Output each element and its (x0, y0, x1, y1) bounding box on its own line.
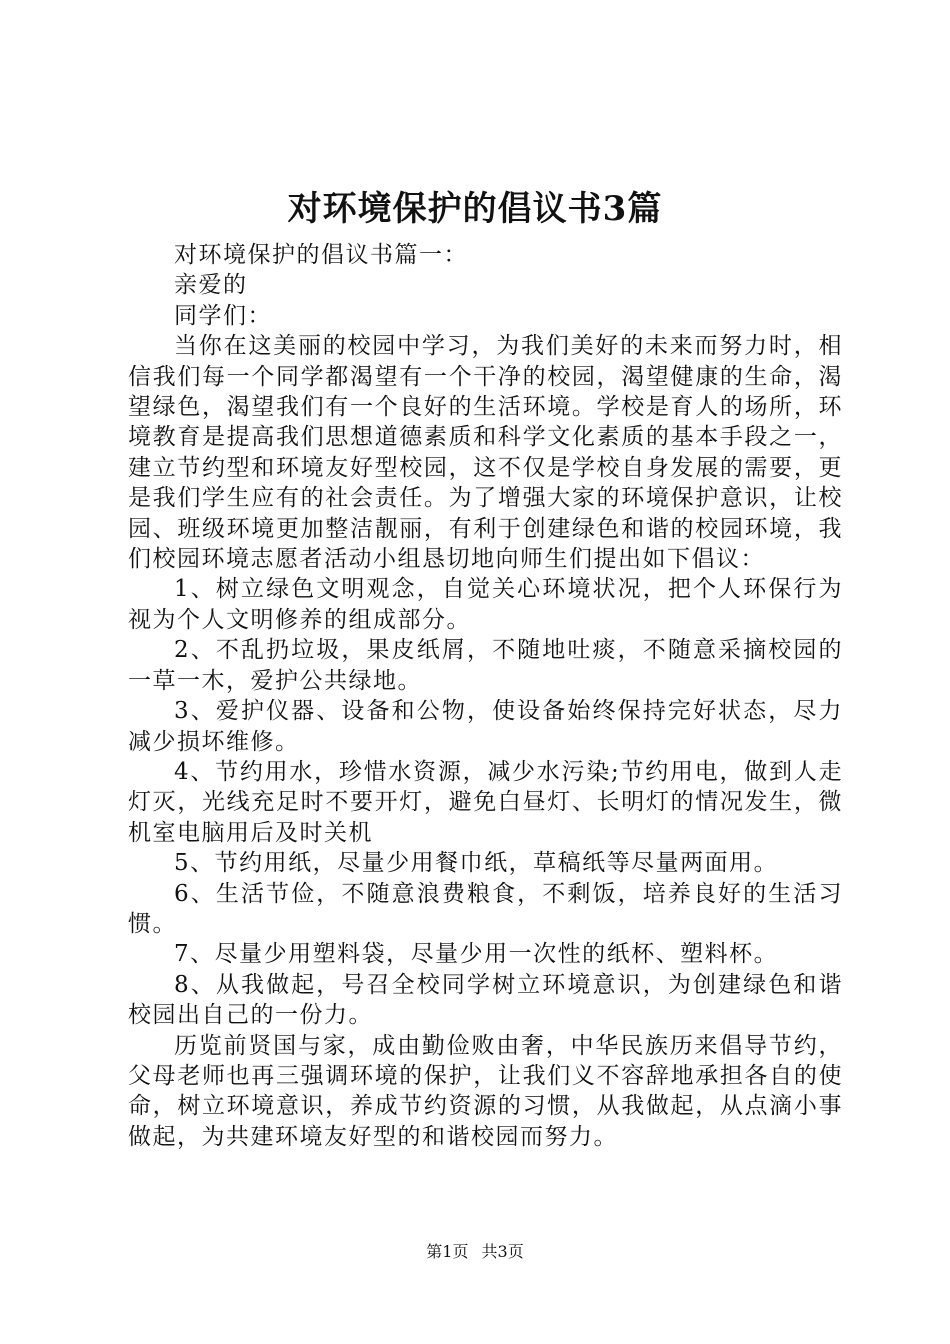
paragraph-salutation-heading: 对环境保护的倡议书篇一： (174, 242, 468, 268)
proposal-item-6: 6、生活节俭，不随意浪费粮食，不剩饭，培养良好的生活习惯。 (128, 880, 843, 937)
proposal-item-2: 2、不乱扔垃圾，果皮纸屑，不随地吐痰，不随意采摘校园的一草一木，爱护公共绿地。 (128, 637, 843, 694)
paragraph-salutation-students: 同学们： (174, 302, 272, 329)
proposal-item-3: 3、爱护仪器、设备和公物，使设备始终保持完好状态，尽力减少损坏维修。 (128, 698, 843, 755)
paragraph-intro: 当你在这美丽的校园中学习，为我们美好的未来而努力时，相信我们每一个同学都渴望有一个干净的校园，渴望健康的生命，渴望绿色，渴望我们有一个良好的生活环境。学校是育人的场所，环境教育是提高我们思想道德素质和科学文化素质的基本手段之一，建立节约型和环境友好型校园，这不仅是学校自身发展的需要，更是我们学生应有的社会责任。为了增强大家的环境保护意识，让校园、班级环境更加整洁靓丽，有利于创建绿色和谐的校园环境，我们校园环境志愿者活动小组恳切地向师生们提出如下倡议： (128, 333, 843, 573)
proposal-item-4: 4、节约用水，珍惜水资源，减少水污染;节约用电，做到人走灯灭，光线充足时不要开灯，避免白昼灯、长明灯的情况发生，微机室电脑用后及时关机 (128, 758, 843, 846)
document-title: 对环境保护的倡议书3篇 (287, 189, 663, 229)
proposal-item-8: 8、从我做起，号召全校同学树立环境意识，为创建绿色和谐校园出自己的一份力。 (128, 971, 843, 1029)
document-body (128, 240, 843, 1152)
paragraph-salutation-dear: 亲爱的 (174, 272, 248, 299)
proposal-item-1: 1、树立绿色文明观念，自觉关心环境状况，把个人环保行为视为个人文明修养的组成部分。 (128, 576, 843, 633)
proposal-item-5: 5、节约用纸，尽量少用餐巾纸，草稿纸等尽量两面用。 (174, 850, 779, 877)
proposal-item-7: 7、尽量少用塑料袋，尽量少用一次性的纸杯、塑料杯。 (174, 941, 779, 968)
page-footer (0, 1240, 950, 1264)
page-total: 共3页 (481, 1242, 524, 1261)
page-number: 第1页 (426, 1242, 469, 1261)
paragraph-conclusion: 历览前贤国与家，成由勤俭败由奢，中华民族历来倡导节约，父母老师也再三强调环境的保护，让我们义不容辞地承担各自的使命，树立环境意识，养成节约资源的习惯，从我做起，从点滴小事做起，为共建环境友好型的和谐校园而努力。 (128, 1032, 843, 1150)
